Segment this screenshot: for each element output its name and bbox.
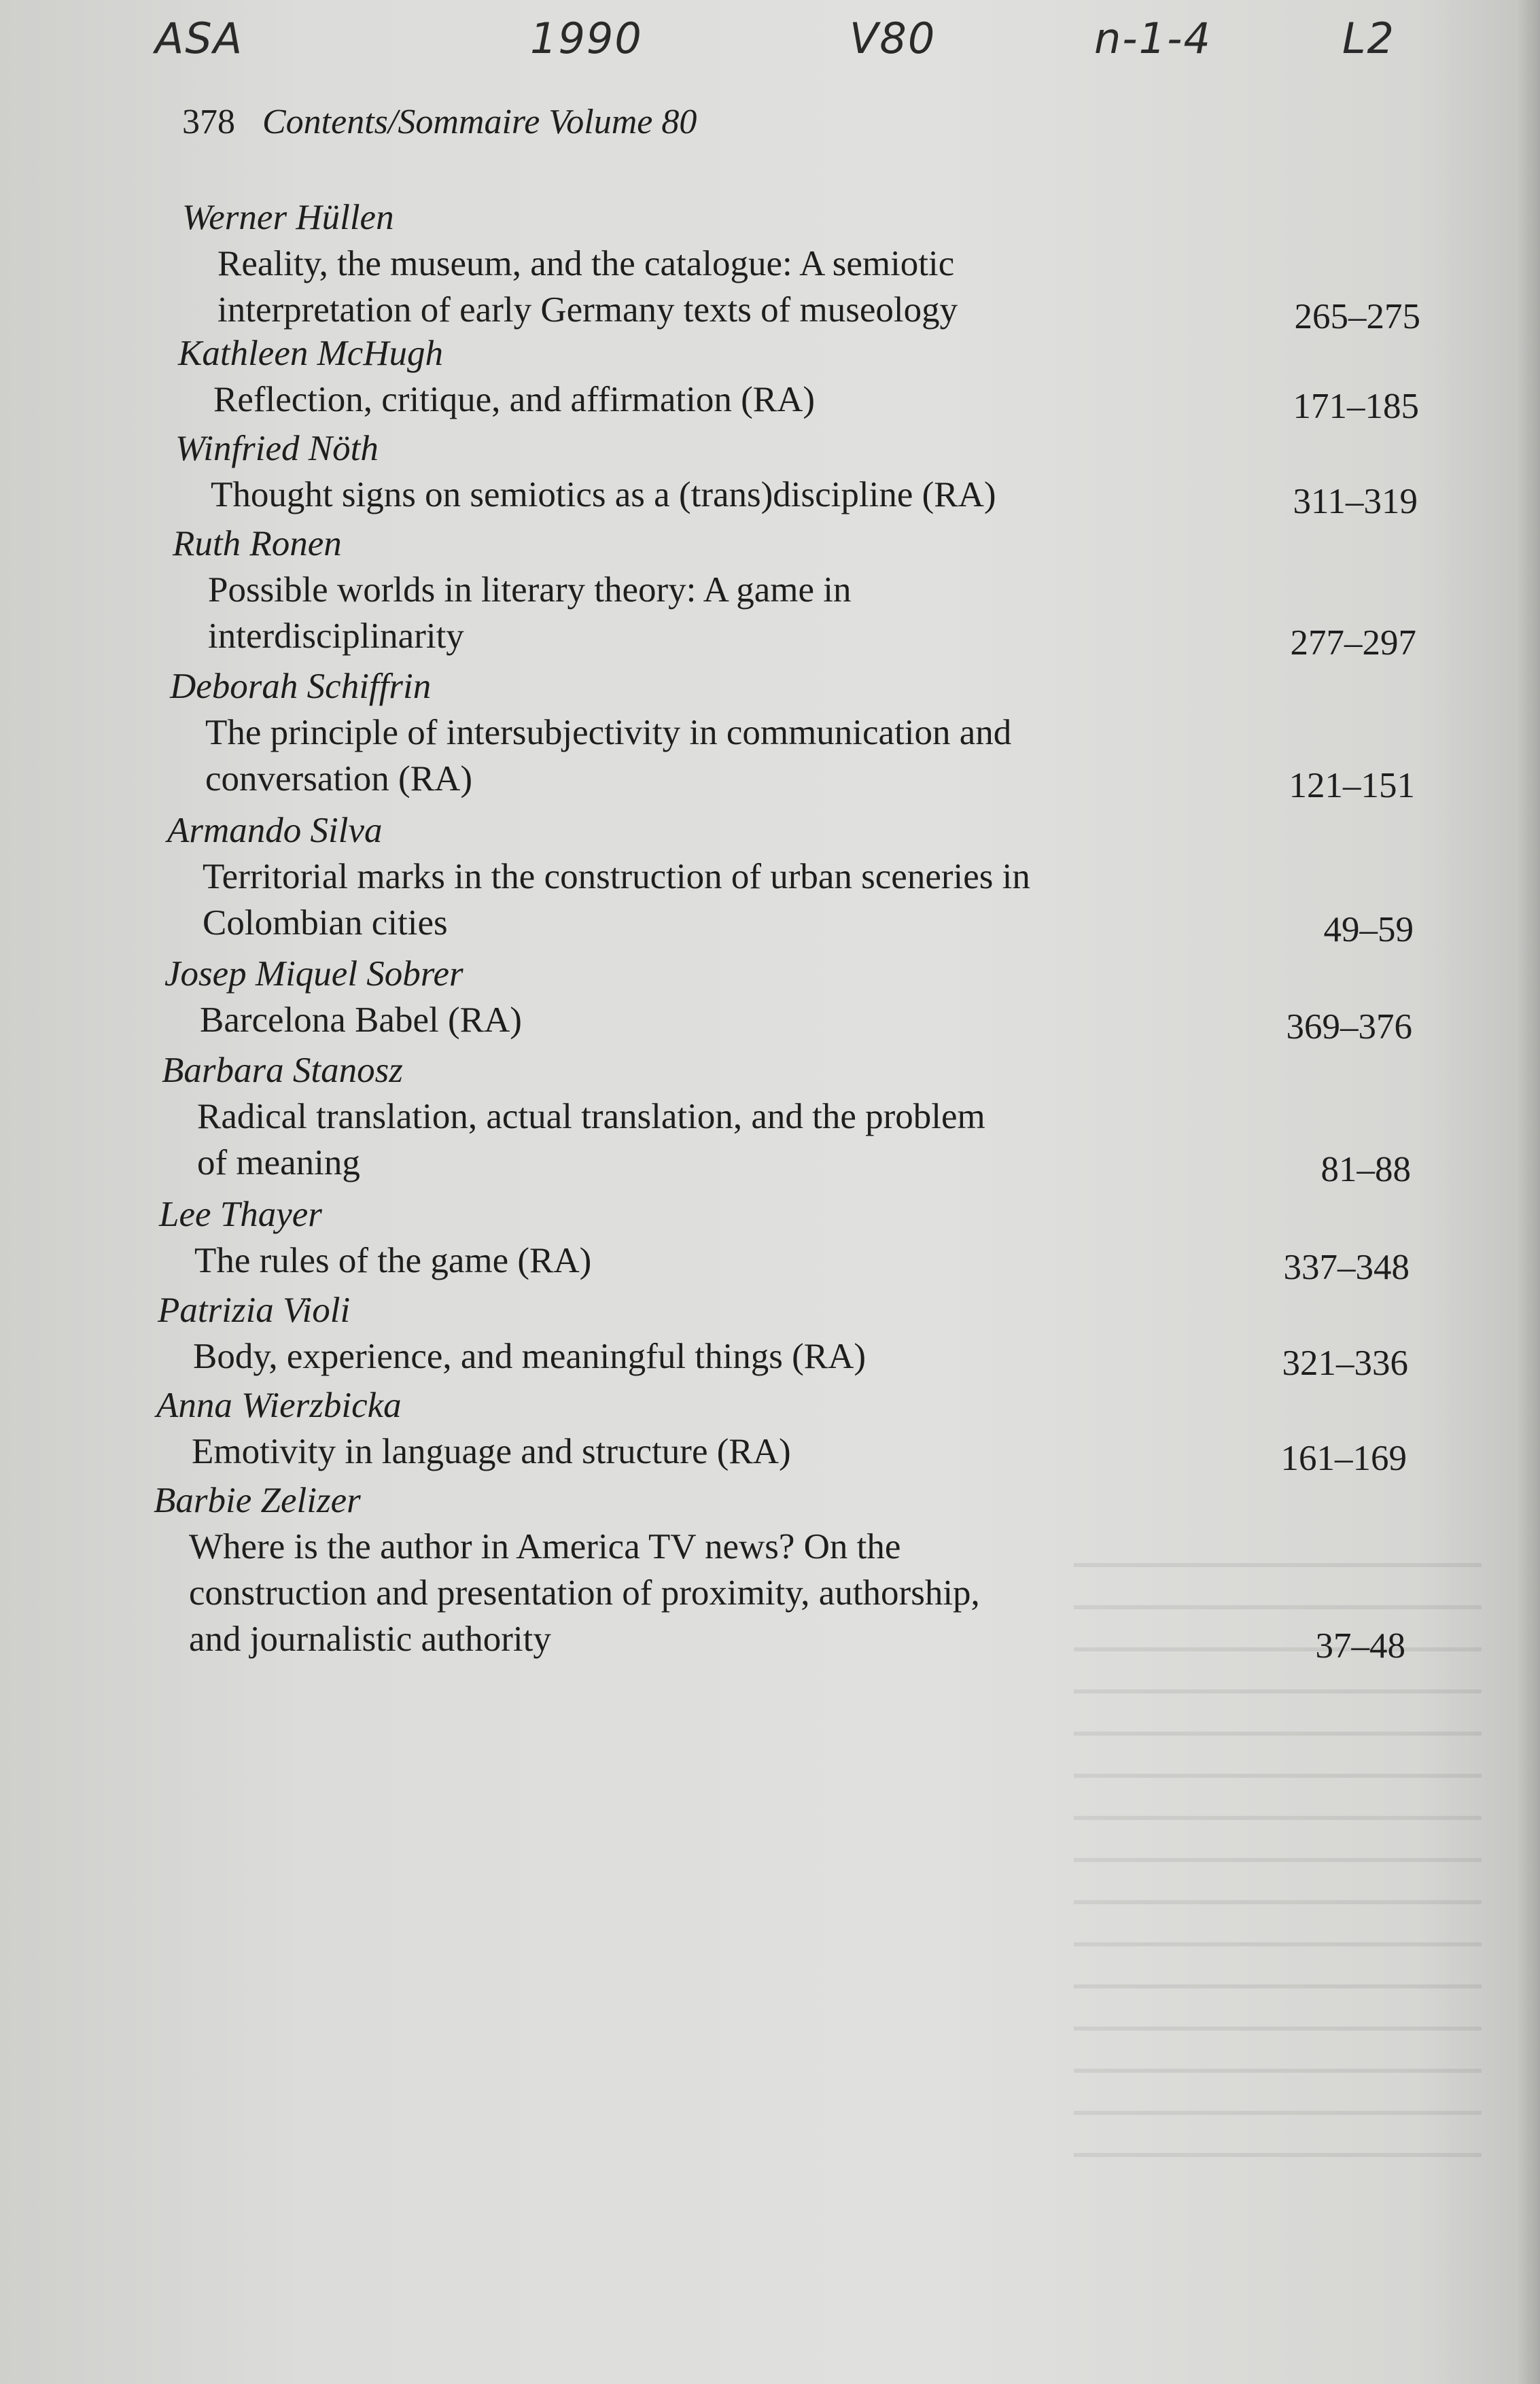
- toc-title-line: Reality, the museum, and the catalogue: A semiotic: [217, 244, 955, 283]
- toc-title-line: Thought signs on semiotics as a (trans)discipline (RA): [211, 475, 996, 514]
- toc-page-range: 277–297: [1290, 623, 1416, 663]
- toc-page-range: 161–169: [1280, 1439, 1407, 1478]
- toc-author: Armando Silva: [167, 811, 383, 850]
- toc-title-line: interdisciplinarity: [208, 616, 464, 656]
- handwritten-note: 1990: [530, 14, 643, 63]
- toc-page-range: 337–348: [1283, 1248, 1410, 1287]
- toc-title-line: interpretation of early Germany texts of museology: [217, 290, 958, 330]
- toc-page-range: 171–185: [1293, 387, 1419, 426]
- toc-title-line: of meaning: [197, 1143, 360, 1182]
- toc-author: Barbara Stanosz: [162, 1051, 403, 1090]
- toc-title-line: construction and presentation of proximity, authorship,: [189, 1573, 980, 1613]
- running-head-title: Contents/Sommaire Volume 80: [262, 103, 697, 141]
- toc-page-range: 265–275: [1294, 297, 1420, 336]
- handwritten-note: L2: [1342, 14, 1395, 63]
- toc-page-range: 121–151: [1289, 766, 1415, 805]
- handwritten-note: ASA: [155, 14, 244, 63]
- handwritten-note: V80: [850, 14, 937, 63]
- toc-title-line: and journalistic authority: [189, 1619, 551, 1659]
- toc-title-line: The rules of the game (RA): [194, 1241, 592, 1280]
- toc-author: Ruth Ronen: [173, 524, 342, 563]
- toc-title-line: The principle of intersubjectivity in communication and: [205, 713, 1012, 752]
- toc-author: Winfried Nöth: [175, 429, 379, 468]
- toc-title-line: Emotivity in language and structure (RA): [192, 1432, 791, 1471]
- toc-page-range: 81–88: [1320, 1150, 1411, 1189]
- toc-title-line: Radical translation, actual translation, and the problem: [197, 1097, 985, 1136]
- toc-author: Patrizia Violi: [158, 1291, 351, 1330]
- toc-page-range: 37–48: [1315, 1626, 1405, 1666]
- toc-author: Anna Wierzbicka: [156, 1386, 402, 1425]
- page-number: 378: [182, 103, 235, 141]
- toc-title-line: Possible worlds in literary theory: A game in: [208, 570, 852, 610]
- toc-title-line: Barcelona Babel (RA): [200, 1000, 522, 1040]
- toc-title-line: Colombian cities: [203, 903, 448, 943]
- toc-page-range: 321–336: [1282, 1344, 1408, 1383]
- handwritten-note: n-1-4: [1094, 14, 1212, 63]
- toc-author: Werner Hüllen: [182, 198, 394, 237]
- toc-author: Kathleen McHugh: [178, 334, 444, 373]
- toc-page-range: 311–319: [1293, 482, 1418, 521]
- toc-author: Lee Thayer: [159, 1195, 322, 1234]
- toc-title-line: Reflection, critique, and affirmation (RA): [213, 380, 816, 419]
- toc-page-range: 369–376: [1286, 1007, 1412, 1047]
- toc-title-line: Where is the author in America TV news? On the: [189, 1527, 901, 1566]
- toc-author: Barbie Zelizer: [154, 1481, 361, 1520]
- toc-title-line: Body, experience, and meaningful things (RA): [193, 1337, 867, 1376]
- toc-author: Josep Miquel Sobrer: [164, 954, 463, 994]
- toc-author: Deborah Schiffrin: [170, 667, 432, 706]
- toc-title-line: conversation (RA): [205, 759, 472, 799]
- toc-title-line: Territorial marks in the construction of urban sceneries in: [203, 857, 1030, 896]
- toc-page-range: 49–59: [1323, 910, 1414, 949]
